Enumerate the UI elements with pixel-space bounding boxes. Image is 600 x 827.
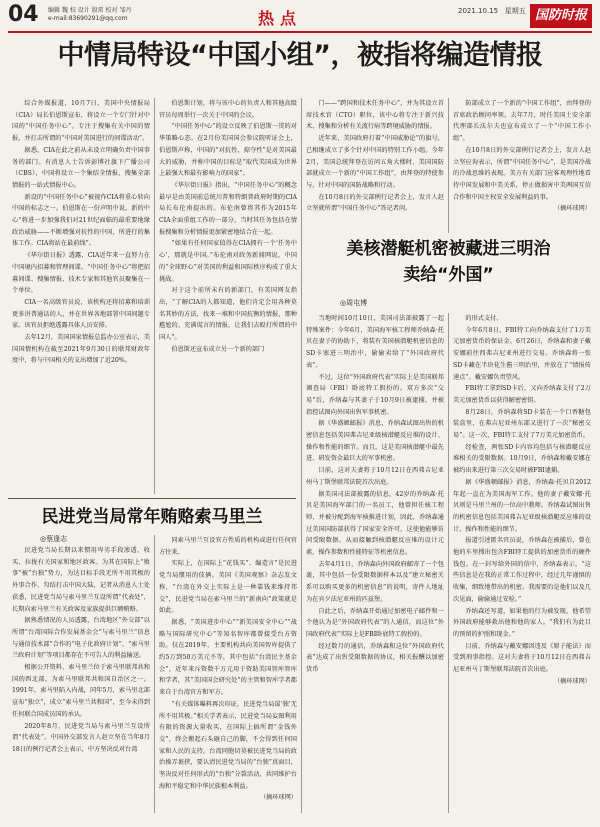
paragraph: 今年6月8日，FBI特工向乔纳森支付了1万美元加密货币的保证金。6月26日，乔纳森和妻子戴安娜前往西弗吉尼亚州进行交易。乔纳森将一张SD卡藏在半块花生酱三明治里，并放在了“情报传递点”。戴安娜负责望风。: [453, 326, 591, 381]
paragraph: 在10月8日的外交部例行记者会上，发言人赵立坚就所谓“中国任务中心”答记者问。: [306, 193, 444, 213]
paragraph: 去年4月1日，乔纳森向外国政府邮寄了一个包裹，其中包括一份受限数据样本以及“建立秘密关系可以购买更多的机密信息”的说明，寄件人地址为在宾夕法尼亚州的匹兹堡。: [306, 560, 444, 603]
paragraph: 不过，这位“外国政府代表”实际上是美国联邦调查局（FBI）卧底特工假扮的。双方多次“交易”后，乔纳森与其妻子于10月9日被逮捕，并被指控试图向外国出售军事机密。: [306, 373, 444, 416]
source-credit: （摘环球网）: [553, 677, 591, 685]
paragraph: 门——“跨国和技术任务中心”，并为其设立首席技术官（CTO）职位，该中心将专注于新兴技术、搜集和分析有关流行病等跨境威胁的情报。: [306, 100, 444, 131]
story3-byline: ◎周屯博: [340, 299, 368, 307]
paragraph: 根据公开资料，索马里兰位于索马里联邦共和国的西北部，为索马里联邦共和国自治区之一。1991年，索马里陷入内战，同年5月，索马里北部宣布“独立”，成立“索马里兰共和国”，至今未得到任何联合国成员国的承认。: [12, 664, 150, 718]
column-divider: [154, 535, 155, 813]
paragraph: 据熟悉情况的人员透露，台湾地区“外交部”以所谓“台湾国际合作发展基金会”与索马里兰“信息与通信技术部”合作的“电子化政府计划”、“索马里兰政府计划”等项目都存在不可告人的利益输送。: [12, 617, 150, 660]
source-credit: （摘环球网）: [553, 205, 591, 213]
column-divider: [301, 98, 302, 813]
issue-date: 2021.10.15: [458, 7, 499, 15]
paragraph: 自此之后，乔纳森开始通过加密电子邮件和一个他认为是“外国政府代表”的人通信，而这位“外国政府代表”实际上是FBI卧底特工假扮的。: [306, 607, 444, 638]
paragraph: 目前，乔纳森与戴安娜因违反《原子能法》而受到刑事指控。这对夫妻将于10月12日在西弗吉尼亚州马丁斯堡联邦法院首次出庭。: [453, 642, 591, 674]
section-rule: [8, 498, 296, 499]
paragraph: 经检查，两张SD卡内容均包括与核潜艇反应堆相关的受限数据。10月9日，乔纳森和戴安娜在被约出来进行第三次交易时被FBI逮捕。: [453, 443, 591, 475]
paragraph: 伯恩斯还宣布成立另一个新的部门: [171, 345, 265, 353]
paragraph: 近年来，美国政府打着“中国威胁论”的旗号，已相继成立了多个针对中国的特别工作小组。今年2月，美国总统拜登在访问五角大楼时，美国国防部就成立一个新的“中国工作组”，由拜登的特使参与，针对中国的国防战略和行动。: [306, 135, 444, 189]
page-number: 04: [8, 2, 39, 27]
paragraph: 据悉，“美国进步中心”“新美国安全中心”“战略与国际研究中心”等知名智库都曾接受台方资助。仅在2019年，主要机构共向美国智库提供了约5万到50万美元不等，其中包括“台湾民主基金会”，近年来斥资数千万元用于资助美国智库智库和学者，其“美国国会研究处”的主管和智库学者都来自于台湾官方和军方。: [159, 618, 297, 697]
paragraph: 实际上，在国际上“花钱买”、编造言”是民进党当局惯用的伎俩。美国《美国观察》杂志发文称，“台湾在外交上实际上是一种靠钱来维持邦交”，民进党当局在索马里兰的“新南向”政策就是如此。: [159, 560, 297, 615]
column-divider: [448, 98, 449, 233]
story3-headline: [306, 236, 591, 294]
paragraph: 民进党当局长期以来惯用卑劣手段渗透、收买、拉拢有关国家和地区政客。为其在国际上“败事”被“台独”势力，为达目标手段无所不用其极的外事合作、勾结打击中国大陆，记者从消息人士处获悉，民进党当局与索马里兰互设所谓“代表处”，长期向索马里兰有关政客及家族提供巨额贿赂。: [12, 547, 150, 613]
paragraph: 据《华盛顿邮报》消息，乔纳森·托贝自2012年起一直在为美国海军工作。他的妻子戴安娜·托贝则是马里兰州的一位高中教师。乔纳森试图出售的机密信息包括美国弗吉尼亚级核潜艇反应堆的设计、操作和性能的细节。: [453, 478, 591, 533]
paragraph: 同索马里兰互设官方性质的机构或进行任何官方往来。: [159, 537, 297, 556]
paragraph: 据悉，CIA在此之前从未设立明确负责中国事务的部门。有消息人士告诉彭博社旗下广播公司（CBS），中国将设立一个集结全情报、搜集全部情报的一站式情报中心。: [12, 146, 150, 189]
source-credit: （摘环球网）: [259, 794, 297, 802]
main-story-column-3: [306, 98, 444, 233]
issue-weekday: 星期五: [504, 7, 526, 15]
main-story-column-4: [453, 98, 591, 233]
story2-column-2: [159, 535, 297, 813]
editors-credit: 编辑 魏 校 设计 殷雷 校对 邹丹: [48, 7, 132, 14]
main-story-column-2: [159, 98, 297, 494]
paragraph: 去年12月，美国国家情报总监办公室表示，美国国情机构在截至2021年9月30日的联邦财政年度中，将与中国相关的支出增加了近20%。: [12, 334, 150, 365]
paragraph: 在10月8日的外交部例行记者会上，发言人赵立坚应询表示，所谓“中国任务中心”，是美国冷战的冷战思维的表现。美方有关部门应客观理性地看待中国发展和中美关系，停止做损害中美两国互信合作和中国主权安全发展利益的事。: [453, 146, 591, 201]
paragraph: 对于这个前所未有的新部门，有美国网友指出，“了解CIA的人都知道，他们肯定会用各种莫名其妙的方法，找来一堆和中国抗衡的情报，那种尴尬的、充满谎言的情报，让我们去殴打所谓的中国人”。: [159, 287, 297, 342]
paragraph: 防部成立了一个新的“中国工作组”，由拜登的首席政治顾问率领。去年7月，时任美国土安全部代理部长沃尔夫也宣布成立了一个“中国工作小组”。: [453, 100, 591, 143]
story3-headline-line-1: 美核潜艇机密被藏进三明治: [346, 239, 551, 259]
main-headline: 中情局特设“中国小组”，被指将编造情报: [57, 40, 543, 71]
paragraph: “中国任务中心”的设立反映了伯恩斯一贯的对华策略心态。在2月份美国国会参议院听证会上，伯恩斯声称，中国的“对抗性、掠夺性”是对美国最大的威胁，并称中国的目标是“取代美国成为世界上最强大和最有影响力的国家”。: [159, 123, 297, 178]
paragraph: 《华尔街日报》透露，CIA近年来一直努力在中国境内招募和管理间谍。“中国任务中心”将把招募间谍、搜集情报、技术专家和其他官员聚集在一个单位。: [12, 252, 150, 295]
paragraph: “有关媒体曝料再次印证，民进党当局谋‘独’无所不用其极。”相关学者表示，民进党当局妄图利用有限的资源大量收买，在国际上搞所谓“金钱外交”，终会搬起石头砸自己的脚，不会得到任何国家和人民的支持。台湾同胞切莫被民进党当局的政治操弄裹挟，要认清民进党当局的“台独”真面目，坚决反对任何形式的“台独”分裂活动，共同维护台海和平稳定和中华民族根本利益。: [159, 700, 297, 790]
main-story-column-1: [12, 98, 150, 494]
paragraph: 2020年8月，民进党当局与索马里兰互设所谓“代表处”。中国外交部发言人赵立坚在当年8月18日的例行记者会上表示，中方坚决反对台湾: [12, 722, 150, 753]
paragraph: 目前，这对夫妻将于10月12日在西弗吉尼亚州马丁斯堡联邦法院首次出庭。: [306, 467, 444, 486]
paragraph: 综合外媒报道，10月7日，美国中央情报局（CIA）局长伯恩斯宣布，将设立一个专门针对中国的“中国任务中心”。专注于搜集有关中国的情报，并打击所谓的“中国对美国进行的间谍活动”。: [12, 100, 150, 143]
editor-email: e-mail:83690291@qq.com: [48, 15, 128, 22]
masthead-logo: 国防时报: [530, 4, 592, 28]
paragraph: 当地时间10月10日，美国司法部披露了一起特殊案件：今年6月，美国海军核工程师乔纳森·托贝在妻子的协助下，将装有美国核潜艇机密信息的SD卡塞进三明治中，偷偷卖给了“外国政府代表”。: [306, 315, 444, 369]
paragraph: 据美国司法部披露的信息，42岁的乔纳森·托贝是美国海军部门的一名员工，他曾担任核工程师，并被分配到海军核推进计划，因此，乔纳森通过美国国防部获得了国家安全许可，这使他能够访问受限数据。从而接触到核潜艇反应堆的设计元素，操作参数和性能特征等机密信息。: [306, 490, 444, 557]
paragraph: CIA一名高级官员说，该机构还将招募和培训更多讲普通话的人，并在世界各地部署中国问题专家。该官员拒绝透露具体人员安排。: [12, 298, 150, 330]
editors-line: [48, 7, 148, 23]
story3-column-2: [453, 313, 591, 813]
section-title: 热点: [258, 9, 303, 28]
story3-column-1: [306, 313, 444, 813]
paragraph: FBI特工拿到SD卡后，又向乔纳森支付了2万美元加密货币以获得解密密钥。: [453, 385, 591, 404]
paragraph: 伯恩斯计划，将与该中心的负责人和其他高级官员每周举行一次关于中国的会议。: [159, 100, 297, 119]
story2-column-1: [12, 545, 150, 813]
issue-dateline: [458, 7, 526, 16]
header-rule: [8, 31, 592, 33]
story2-byline: ◎蔡逢志: [40, 535, 68, 543]
story2-headline: 民进党当局常年贿赂索马里兰: [41, 507, 263, 527]
paragraph: 的形式支付。: [465, 315, 503, 322]
paragraph: 报道引述匿名官员说，乔纳森在被捕后，曾在他的车里搜出包含FBI特工提供的加密货币的硬件钱包。在一封写给外国的信中，乔纳森表示，“这些信息是在我的正常工作过程中，经过几年谨慎的收集，细致地带出的机密。我需要的是他们以及几次见面，偷偷通过安检。”: [453, 537, 591, 603]
column-divider: [154, 98, 155, 494]
paragraph: 乔纳森还写道，如果他的行为被发现，他希望外国政府能够救出他和他的家人。“我们有为此目的预留的护照和现金。”: [453, 607, 591, 638]
paragraph: 经过数月的通信，乔纳森和这位“外国政府代表”达成了出售受限数据的协议，相关报酬以加密货币: [306, 642, 444, 674]
column-divider: [448, 313, 449, 813]
paragraph: “如果有任何国家值得在CIA拥有一个‘任务中心’，那就是中国。”布伦南对政务新闻网说，中国的“全球野心”对美国的利益和国际秩序构成了重大挑战。: [159, 240, 297, 283]
paragraph: 8月28日，乔纳森将SD卡装在一个口香糖包装盒里，在弗吉尼亚州东部又进行了一次“秘密交易”。这一次，FBI特工支付了7万美元加密货币。: [453, 408, 591, 440]
story3-headline-line-2: 卖给“外国”: [403, 265, 494, 285]
paragraph: 据《华盛顿邮报》消息，乔纳森试图出售的机密信息包括美国弗吉尼亚级核潜艇反应堆的设计、操作和性能的细节。而且，这是美国核潜艇中最先进、研发资金最巨大的军事机密。: [306, 420, 444, 463]
paragraph: 新设的“中国任务中心”被视作CIA将重心转向中国的标志之一。伯恩斯在一份声明中说，新的中心“将进一步加强我们对21世纪面临的最重要地缘政治威胁——不断增强对抗性的中国，所进行的集体工作。CIA将站在最前线”。: [12, 193, 150, 248]
paragraph: 《华尔街日报》指出，“中国任务中心”的概念最早是由美国前总统川普和特朗普政府时期的CIA局长布伦南提出的。布伦南曾将其作为2015年CIA全面重组工作的一部分，当时其任务包括在情报搜集和分析情报更加紧密地结合在一起。: [159, 181, 297, 236]
